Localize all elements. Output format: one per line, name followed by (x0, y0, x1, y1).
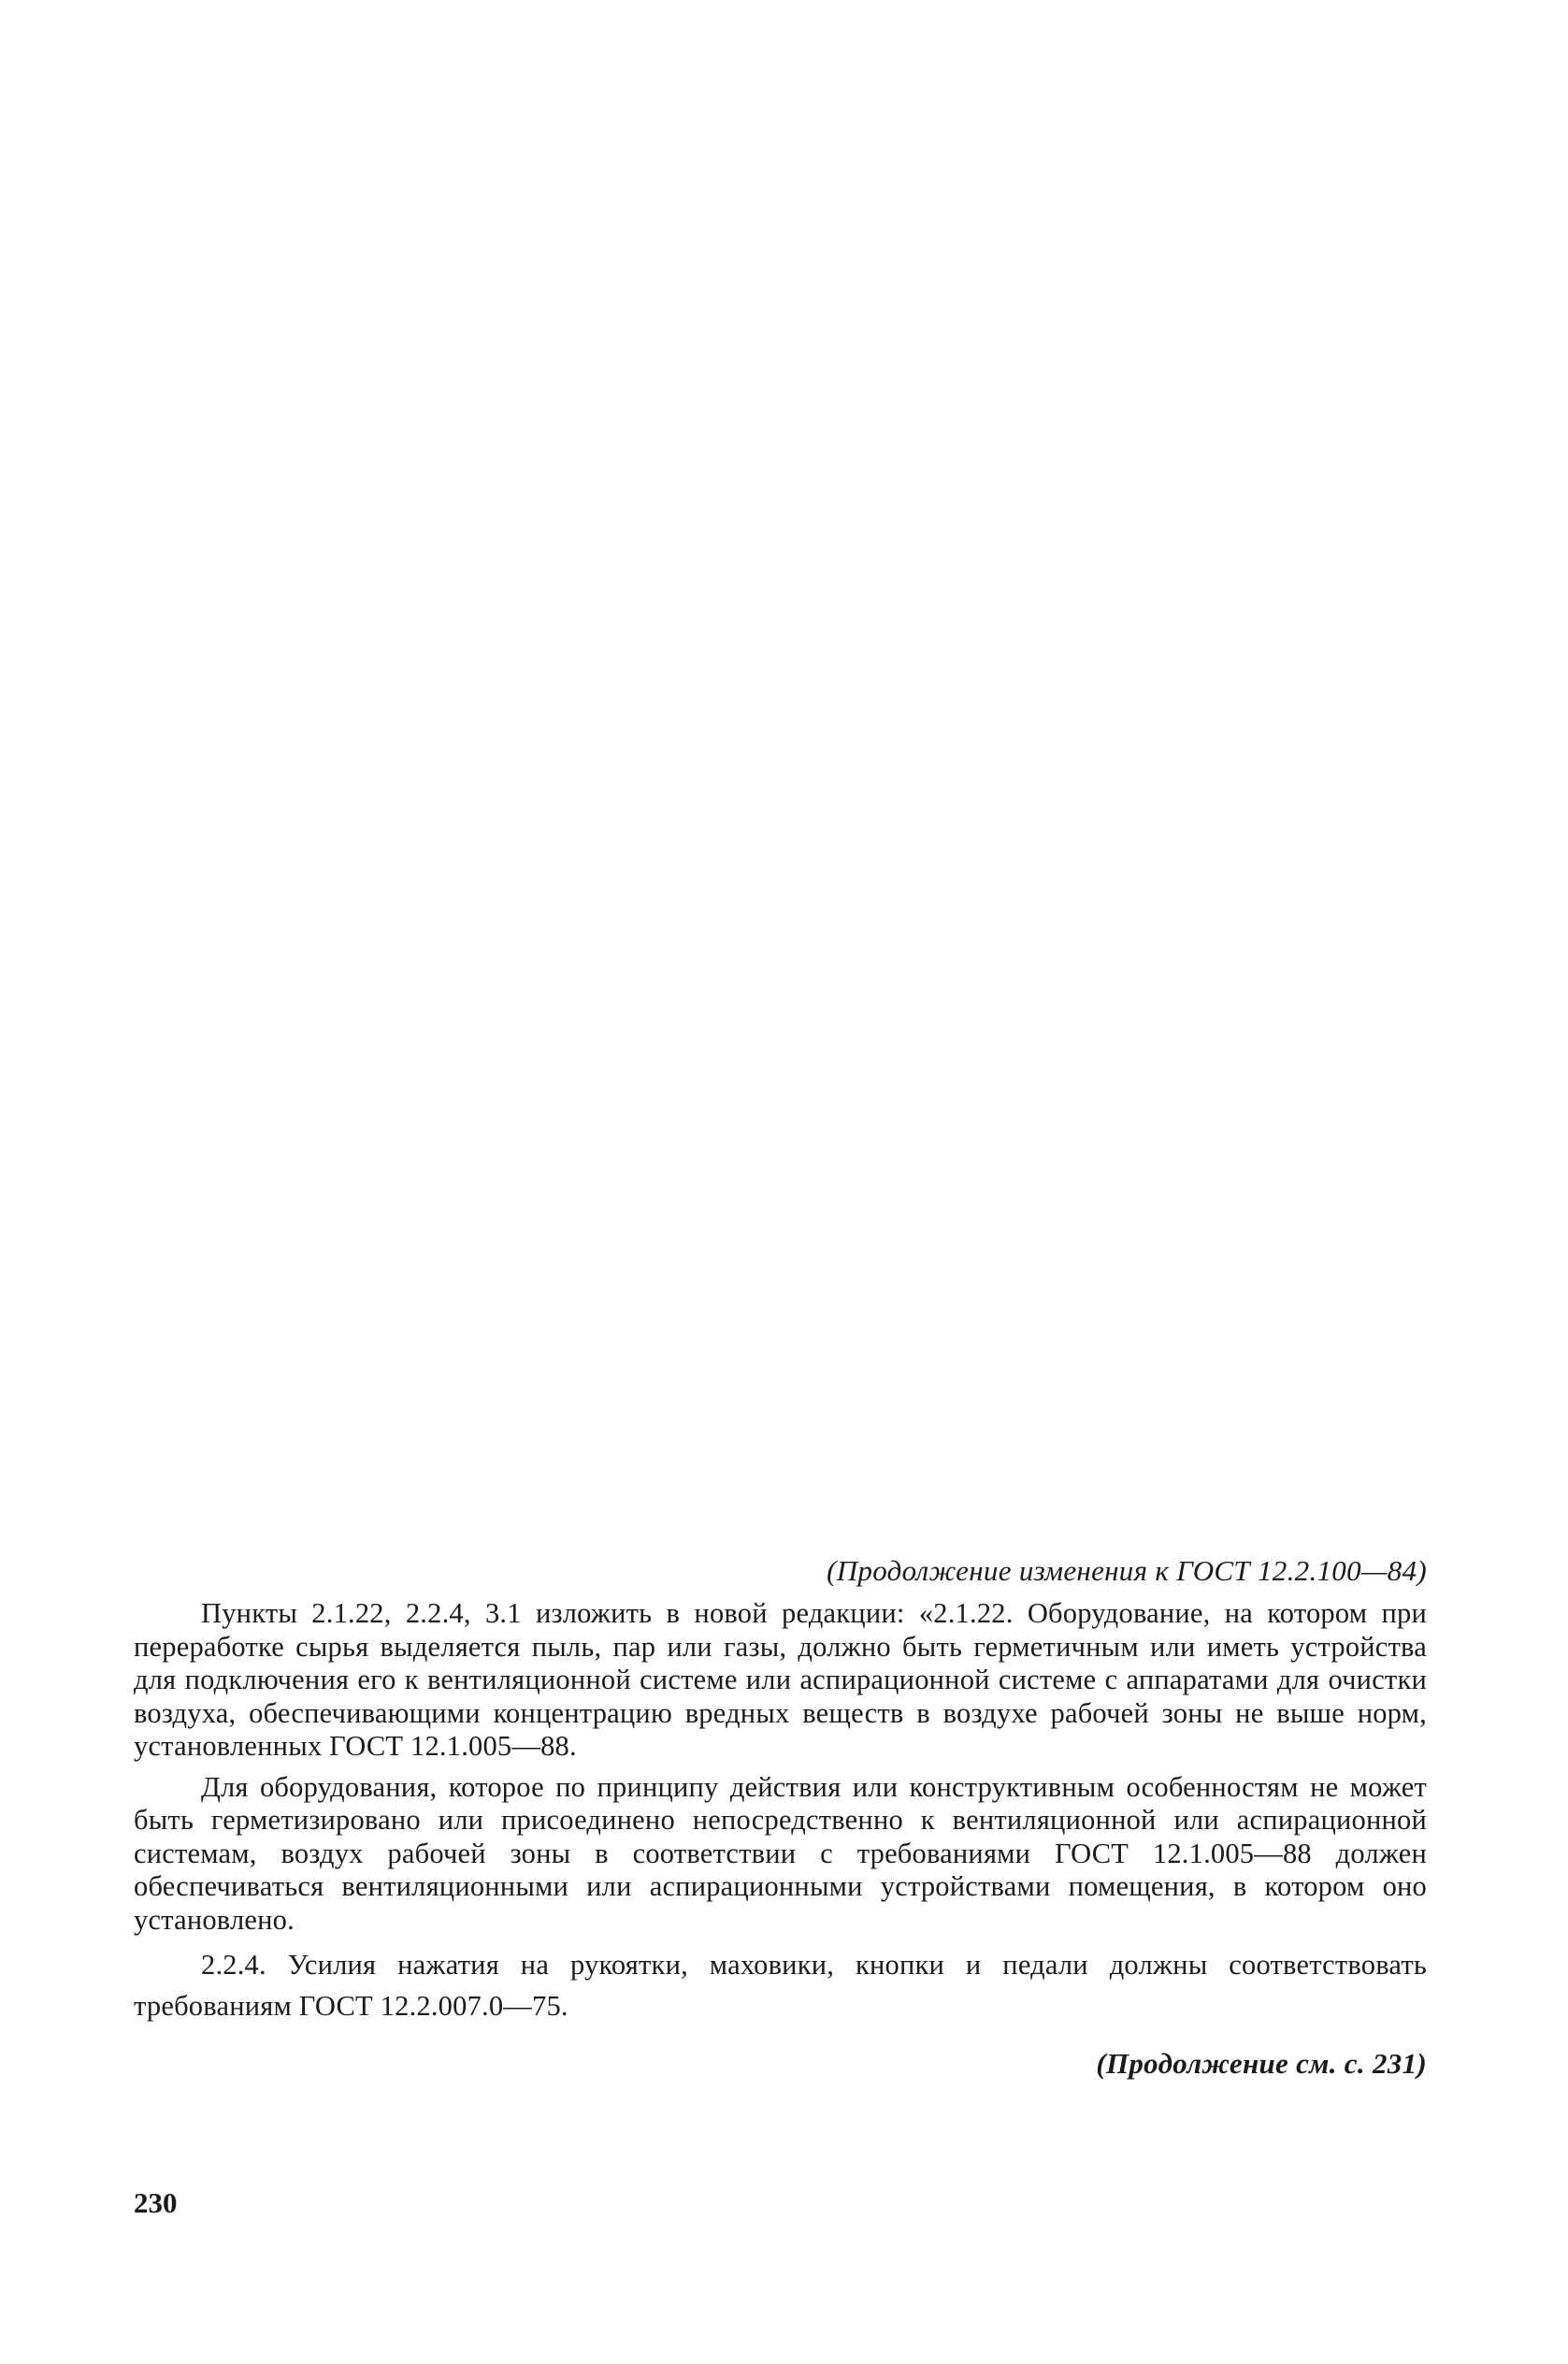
paragraph-1: Пункты 2.1.22, 2.2.4, 3.1 изложить в новой редакции: «2.1.22. Оборудование, на котором при переработке сырья выделяется пыль, пар или газы, должно быть герметичным или иметь устройства для подключения его к вентиляционной системе или аспирационной системе с аппаратами для очистки воздуха, обеспечивающими концентрацию вредных веществ в воздухе рабочей зоны не выше норм, установленных ГОСТ 12.1.005—88. (134, 1597, 1427, 1762)
text-block (134, 1552, 1427, 2083)
page-number: 230 (134, 2186, 178, 2219)
paragraph-3: 2.2.4. Усилия нажатия на рукоятки, маховики, кнопки и педали должны соответствовать требованиям ГОСТ 12.2.007.0—75. (134, 1949, 1427, 2022)
continue-note: (Продолжение см. с. 231) (1096, 2047, 1427, 2080)
paragraph-2: Для оборудования, которое по принципу действия или конструктивным особенностям не может быть герметизировано или присоединено непосредственно к вентиляционной или аспирационной системам, воздух рабочей зоны в соответствии с требованиями ГОСТ 12.1.005—88 должен обеспечиваться вентиляционными или аспирационными устройствами помещения, в котором оно установлено. (134, 1770, 1427, 1936)
running-head: (Продолжение изменения к ГОСТ 12.2.100—84) (827, 1554, 1427, 1587)
